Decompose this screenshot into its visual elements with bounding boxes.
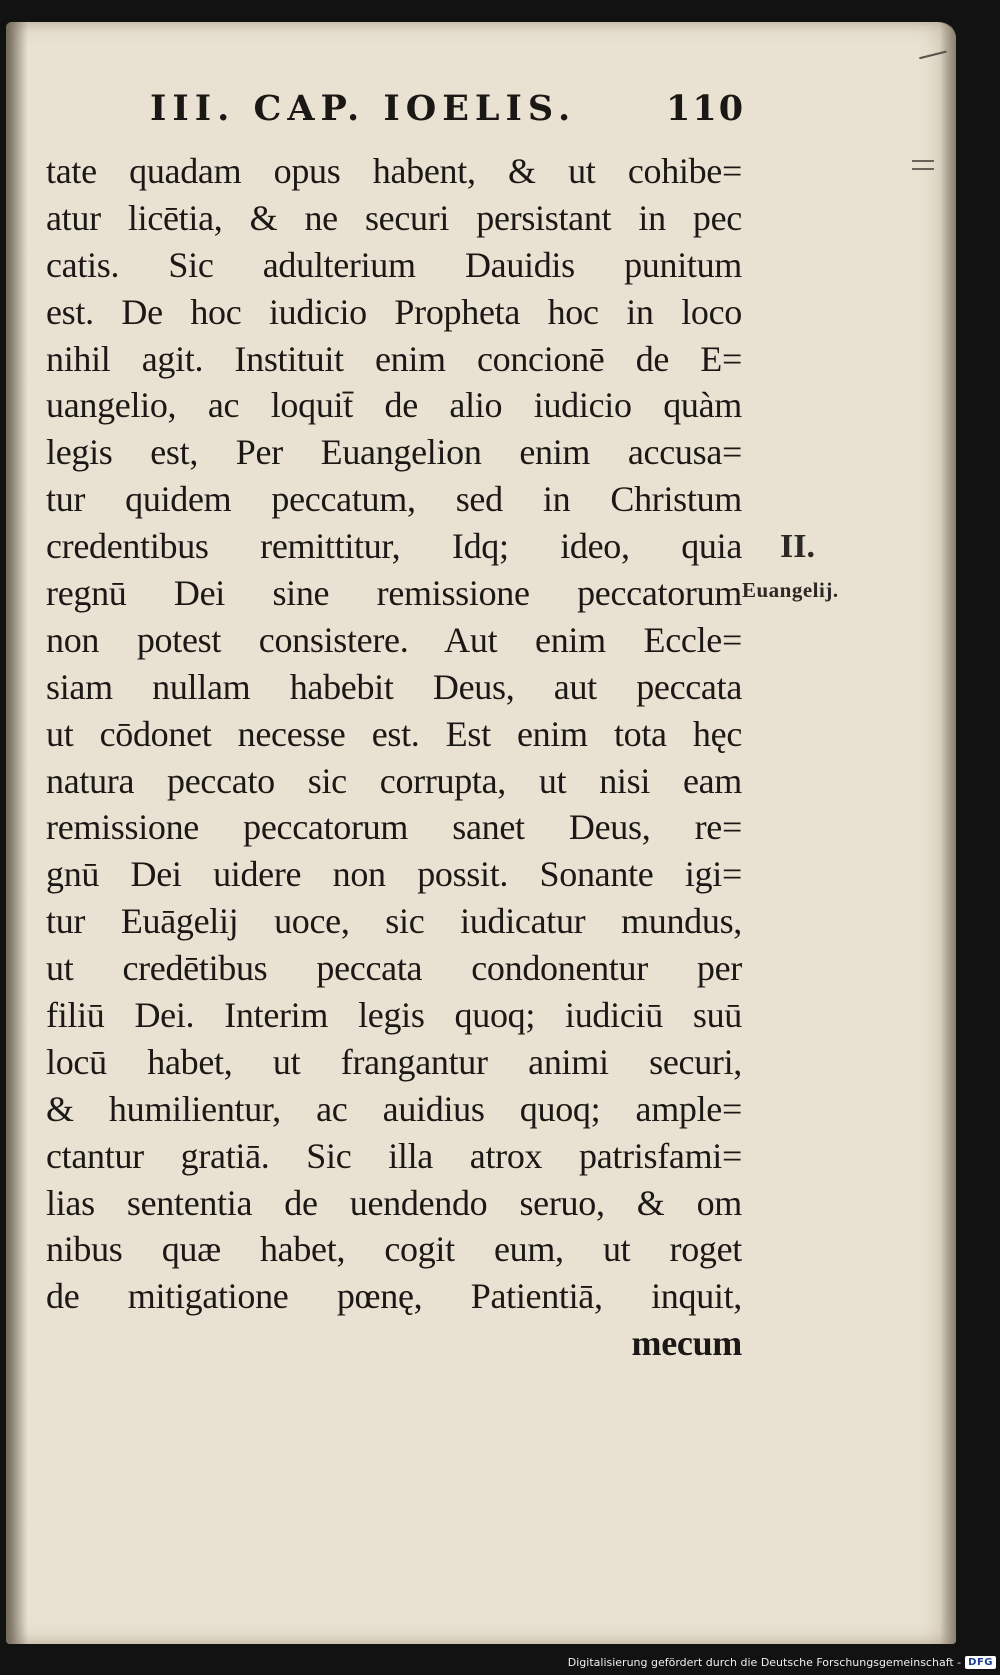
text-line: est. De hoc iudicio Propheta hoc in loco — [46, 291, 742, 332]
text-line: credentibus remittitur, Idq; ideo, quia — [46, 526, 742, 567]
margin-numeral: II. — [780, 528, 815, 565]
text-line: nibus quæ habet, cogit eum, ut roget — [46, 1229, 742, 1270]
text-line: lias sententia de uendendo seruo, & om — [46, 1182, 742, 1223]
text-line: ctantur gratiā. Sic illa atrox patrisfami= — [46, 1135, 742, 1176]
text-line: uangelio, ac loquit̄ de alio iudicio quàm — [46, 385, 742, 426]
running-head — [150, 88, 746, 138]
text-line: & humilientur, ac auidius quoq; ample= — [46, 1088, 742, 1129]
text-line: filiū Dei. Interim legis quoq; iudiciū suū — [46, 995, 742, 1036]
text-line: ut cōdonet necesse est. Est enim tota hęc — [46, 713, 742, 754]
text-line: atur licētia, & ne securi persistant in pec — [46, 197, 742, 238]
page-edge-shadow — [940, 22, 956, 1644]
text-line: siam nullam habebit Deus, aut peccata — [46, 666, 742, 707]
running-title: III. CAP. IOELIS. — [150, 88, 577, 129]
text-line: non potest consistere. Aut enim Eccle= — [46, 619, 742, 660]
digitization-footer — [568, 1652, 996, 1672]
margin-note: Euangelij. — [742, 578, 839, 602]
text-line: natura peccato sic corrupta, ut nisi eam — [46, 760, 742, 801]
page-gutter-shadow — [6, 22, 28, 1644]
folio-number: 110 — [666, 88, 746, 129]
text-line: nihil agit. Instituit enim concionē de E= — [46, 338, 742, 379]
text-line: regnū Dei sine remissione peccatorum — [46, 573, 742, 614]
catchword: mecum — [631, 1323, 742, 1364]
text-line: tur Euāgelij uoce, sic iudicatur mundus, — [46, 901, 742, 942]
text-line: tur quidem peccatum, sed in Christum — [46, 479, 742, 520]
text-line: legis est, Per Euangelion enim accusa= — [46, 432, 742, 473]
text-line: tate quadam opus habent, & ut cohibe= — [46, 151, 742, 191]
text-line: catis. Sic adulterium Dauidis punitum — [46, 244, 742, 285]
dfg-logo: DFG — [965, 1656, 996, 1669]
text-line: de mitigatione pœnę, Patientiā, inquit, — [46, 1276, 742, 1317]
text-line: remissione peccatorum sanet Deus, re= — [46, 807, 742, 848]
text-line: ut credētibus peccata condonentur per — [46, 948, 742, 989]
ink-mark — [912, 160, 934, 170]
footer-text: Digitalisierung gefördert durch die Deutsche Forschungsgemeinschaft - — [567, 1655, 962, 1669]
text-line: locū habet, ut frangantur animi securi, — [46, 1041, 742, 1082]
text-line: gnū Dei uidere non possit. Sonante igi= — [46, 854, 742, 895]
body-text — [46, 148, 742, 1367]
